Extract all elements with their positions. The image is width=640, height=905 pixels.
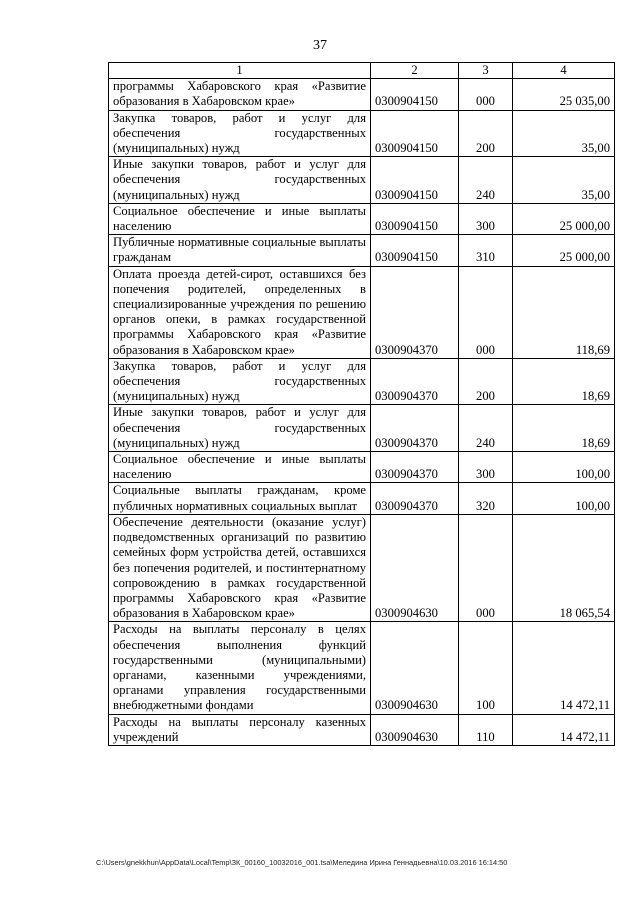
row-expense-type: 240 (459, 405, 513, 452)
row-expense-type: 310 (459, 235, 513, 266)
row-description: Социальное обеспечение и иные выплаты населению (109, 203, 371, 234)
row-target-code: 0300904150 (371, 110, 459, 157)
row-description: Оплата проезда детей-сирот, оставшихся без попечения родителей, определенных в специализированные учреждения по решению органов опеки, в рамках государственной программы Хабаровского края «Развитие образования в Хабаровском крае» (109, 266, 371, 358)
row-description: Расходы на выплаты персоналу в целях обеспечения выполнения функций государственными (муниципальными) органами, казенными учреждениями, органами управления государственными внебюджетными фондами (109, 622, 371, 714)
row-amount: 35,00 (513, 157, 615, 204)
row-expense-type: 200 (459, 358, 513, 405)
row-expense-type: 300 (459, 203, 513, 234)
row-target-code: 0300904370 (371, 266, 459, 358)
row-target-code: 0300904150 (371, 79, 459, 110)
table-row (109, 110, 615, 157)
footer-file-path: C:\Users\gnekkhun\AppData\Local\Temp\ЗК_00160_10032016_001.tsa\Меледина Ирина Геннадьевна\10.03.2016 16:14:50 (96, 858, 508, 867)
table-row (109, 514, 615, 621)
row-expense-type: 100 (459, 622, 513, 714)
row-target-code: 0300904150 (371, 203, 459, 234)
row-description: Обеспечение деятельности (оказание услуг) подведомственных организаций по развитию семейных форм устройства детей, оставшихся без попечения родителей, и постинтернатному сопровождению в рамках государственной программы Хабаровского края «Развитие образования в Хабаровском крае» (109, 514, 371, 621)
row-amount: 18,69 (513, 405, 615, 452)
row-target-code: 0300904370 (371, 483, 459, 514)
column-header-1: 1 (109, 63, 371, 79)
row-expense-type: 320 (459, 483, 513, 514)
row-amount: 118,69 (513, 266, 615, 358)
row-expense-type: 300 (459, 452, 513, 483)
table-row (109, 714, 615, 745)
row-amount: 25 000,00 (513, 235, 615, 266)
row-amount: 14 472,11 (513, 622, 615, 714)
row-description: Публичные нормативные социальные выплаты гражданам (109, 235, 371, 266)
row-expense-type: 240 (459, 157, 513, 204)
row-amount: 35,00 (513, 110, 615, 157)
row-target-code: 0300904370 (371, 405, 459, 452)
row-description: Социальные выплаты гражданам, кроме публичных нормативных социальных выплат (109, 483, 371, 514)
row-amount: 18 065,54 (513, 514, 615, 621)
table-header-row (109, 63, 615, 79)
page-number: 37 (313, 38, 327, 53)
table-row (109, 405, 615, 452)
table-row (109, 79, 615, 110)
row-target-code: 0300904630 (371, 714, 459, 745)
row-description: Иные закупки товаров, работ и услуг для обеспечения государственных (муниципальных) нужд (109, 405, 371, 452)
row-target-code: 0300904630 (371, 514, 459, 621)
row-description: Расходы на выплаты персоналу казенных учреждений (109, 714, 371, 745)
table-row (109, 483, 615, 514)
table-row (109, 266, 615, 358)
table-row (109, 452, 615, 483)
row-description: Закупка товаров, работ и услуг для обеспечения государственных (муниципальных) нужд (109, 110, 371, 157)
row-target-code: 0300904150 (371, 157, 459, 204)
table-row (109, 203, 615, 234)
row-target-code: 0300904630 (371, 622, 459, 714)
row-description: Социальное обеспечение и иные выплаты населению (109, 452, 371, 483)
row-expense-type: 000 (459, 79, 513, 110)
row-amount: 25 035,00 (513, 79, 615, 110)
row-amount: 25 000,00 (513, 203, 615, 234)
row-expense-type: 110 (459, 714, 513, 745)
row-amount: 18,69 (513, 358, 615, 405)
row-amount: 100,00 (513, 452, 615, 483)
row-target-code: 0300904150 (371, 235, 459, 266)
table-row (109, 622, 615, 714)
budget-table (108, 62, 615, 746)
row-target-code: 0300904370 (371, 358, 459, 405)
column-header-4: 4 (513, 63, 615, 79)
table-row (109, 157, 615, 204)
row-description: Закупка товаров, работ и услуг для обеспечения государственных (муниципальных) нужд (109, 358, 371, 405)
table-row (109, 235, 615, 266)
column-header-3: 3 (459, 63, 513, 79)
table-row (109, 358, 615, 405)
row-amount: 14 472,11 (513, 714, 615, 745)
row-expense-type: 200 (459, 110, 513, 157)
row-expense-type: 000 (459, 514, 513, 621)
row-expense-type: 000 (459, 266, 513, 358)
column-header-2: 2 (371, 63, 459, 79)
row-description: Иные закупки товаров, работ и услуг для обеспечения государственных (муниципальных) нужд (109, 157, 371, 204)
row-target-code: 0300904370 (371, 452, 459, 483)
row-amount: 100,00 (513, 483, 615, 514)
row-description: программы Хабаровского края «Развитие образования в Хабаровском крае» (109, 79, 371, 110)
